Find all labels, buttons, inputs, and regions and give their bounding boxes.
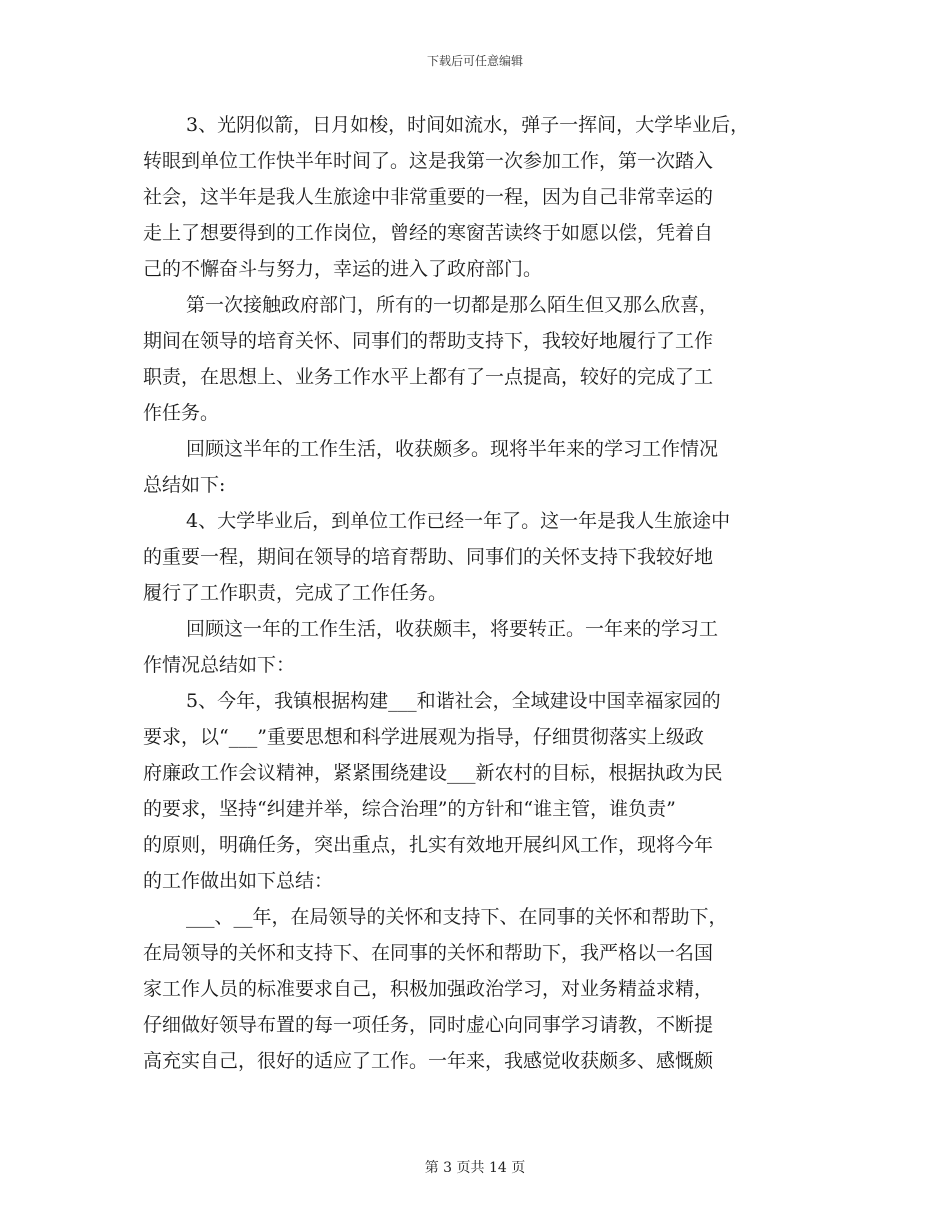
text-line: 仔细做好领导布置的每一项任务，同时虚心向同事学习请教，不断提 [143, 1014, 714, 1036]
text-line: 家工作人员的标准要求自己，积极加强政治学习，对业务精益求精， [143, 978, 714, 1000]
page-footer: 第 3 页共 14 页 [424, 1160, 526, 1176]
text-line: 转眼到单位工作快半年时间了。这是我第一次参加工作，第一次踏入 [143, 150, 714, 172]
text-line: 走上了想要得到的工作岗位，曾经的寒窗苦读终于如愿以偿，凭着自 [143, 222, 714, 244]
text-line: 在局领导的关怀和支持下、在同事的关怀和帮助下，我严格以一名国 [143, 942, 714, 964]
text-line: 4、大学毕业后，到单位工作已经一年了。这一年是我人生旅途中 [186, 510, 731, 532]
text-line: 履行了工作职责，完成了工作任务。 [143, 582, 448, 604]
text-line: 第一次接触政府部门，所有的一切都是那么陌生但又那么欣喜， [186, 294, 719, 316]
page-header: 下载后可任意编辑 [426, 54, 523, 68]
text-line: 的工作做出如下总结： [143, 870, 334, 892]
text-line: 总结如下: [143, 474, 226, 496]
text-line: 作情况总结如下： [143, 654, 296, 676]
text-line: 期间在领导的培育关怀、同事们的帮助支持下，我较好地履行了工作 [143, 330, 714, 352]
text-line: 府廉政工作会议精神，紧紧围绕建设___新农村的目标，根据执政为民 [143, 762, 723, 784]
text-line: 要求，以“___”重要思想和科学进展观为指导，仔细贯彻落实上级政 [143, 726, 704, 748]
text-line: 己的不懈奋斗与努力，幸运的进入了政府部门。 [143, 258, 543, 280]
text-line: 3、光阴似箭，日月如梭，时间如流水，弹子一挥间，大学毕业后， [186, 114, 750, 136]
text-line: 作任务。 [143, 402, 220, 424]
text-line: 的重要一程，期间在领导的培育帮助、同事们的关怀支持下我较好地 [143, 546, 714, 568]
text-line: 回顾这一年的工作生活，收获颇丰，将要转正。一年来的学习工 [186, 618, 719, 640]
text-line: 高充实自己，很好的适应了工作。一年来，我感觉收获颇多、感慨颇 [143, 1050, 714, 1072]
document-body [143, 107, 815, 1079]
text-line: 回顾这半年的工作生活，收获颇多。现将半年来的学习工作情况 [186, 438, 719, 460]
text-line: 的要求，坚持“纠建并举，综合治理”的方针和“谁主管，谁负责” [143, 798, 676, 820]
text-line: 5、今年，我镇根据构建___和谐社会，全域建设中国幸福家园的 [186, 690, 721, 712]
text-line: 社会，这半年是我人生旅途中非常重要的一程，因为自己非常幸运的 [143, 186, 714, 208]
text-line: 的原则，明确任务，突出重点，扎实有效地开展纠风工作，现将今年 [143, 834, 714, 856]
text-line: ___、__年，在局领导的关怀和支持下、在同事的关怀和帮助下， [186, 906, 728, 928]
text-line: 职责，在思想上、业务工作水平上都有了一点提高，较好的完成了工 [143, 366, 714, 388]
